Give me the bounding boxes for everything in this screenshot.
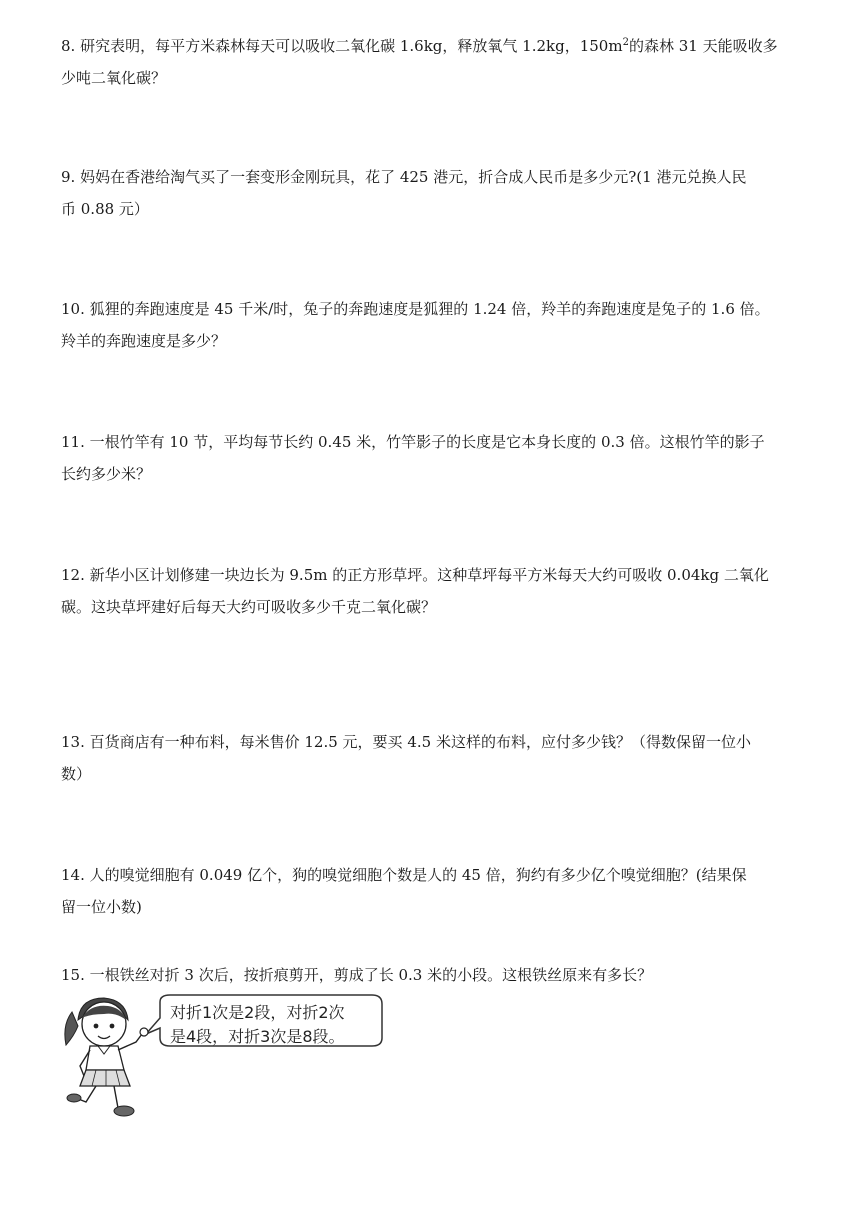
q9-line2: 币 0.88 元） (61, 200, 149, 218)
q11-line1: 11. 一根竹竿有 10 节，平均每节长约 0.45 米，竹竿影子的长度是它本身长度的 0.3 倍。这根竹竿的影子 (61, 433, 765, 451)
question-9 (61, 161, 833, 225)
question-14 (61, 859, 833, 923)
question-8 (61, 30, 833, 94)
q14-line1: 14. 人的嗅觉细胞有 0.049 亿个，狗的嗅觉细胞个数是人的 45 倍，狗约有多少亿个嗅觉细胞？(结果保 (61, 866, 747, 884)
q8-line2: 少吨二氧化碳？ (61, 69, 167, 87)
q13-line1: 13. 百货商店有一种布料，每米售价 12.5 元，要买 4.5 米这样的布料，应付多少钱？（得数保留一位小 (61, 733, 751, 751)
question-10 (61, 293, 833, 357)
q10-line2: 羚羊的奔跑速度是多少？ (61, 332, 227, 350)
q14-line2: 留一位小数) (61, 898, 142, 916)
speech-bubble-line2: 是4段，对折3次是8段。 (170, 1027, 345, 1046)
q12-line2: 碳。这块草坪建好后每天大约可吸收多少千克二氧化碳？ (61, 598, 437, 616)
speech-bubble (170, 1001, 390, 1049)
q11-line2: 长约多少米？ (61, 465, 152, 483)
q8-line1-tail: 的森林 31 天能吸收多 (628, 37, 778, 55)
question-11 (61, 426, 833, 490)
question-13 (61, 726, 833, 790)
speech-bubble-line1: 对折1次是2段，对折2次 (170, 1003, 345, 1022)
q8-line1: 8. 研究表明，每平方米森林每天可以吸收二氧化碳 1.6kg，释放氧气 1.2kg，150m (61, 37, 623, 55)
q15-line1: 15. 一根铁丝对折 3 次后，按折痕剪开，剪成了长 0.3 米的小段。这根铁丝原来有多长？ (61, 966, 653, 984)
q12-line1: 12. 新华小区计划修建一块边长为 9.5m 的正方形草坪。这种草坪每平方米每天大约可吸收 0.04kg 二氧化 (61, 566, 769, 584)
q13-line2: 数） (61, 765, 92, 783)
q10-line1: 10. 狐狸的奔跑速度是 45 千米/时，兔子的奔跑速度是狐狸的 1.24 倍，羚羊的奔跑速度是兔子的 1.6 倍。 (61, 300, 770, 318)
q9-line1: 9. 妈妈在香港给淘气买了一套变形金刚玩具，花了 425 港元，折合成人民币是多少元?(1 港元兑换人民 (61, 168, 747, 186)
question-15 (61, 959, 833, 991)
q8-superscript: 2 (622, 37, 629, 48)
question-12 (61, 559, 833, 623)
